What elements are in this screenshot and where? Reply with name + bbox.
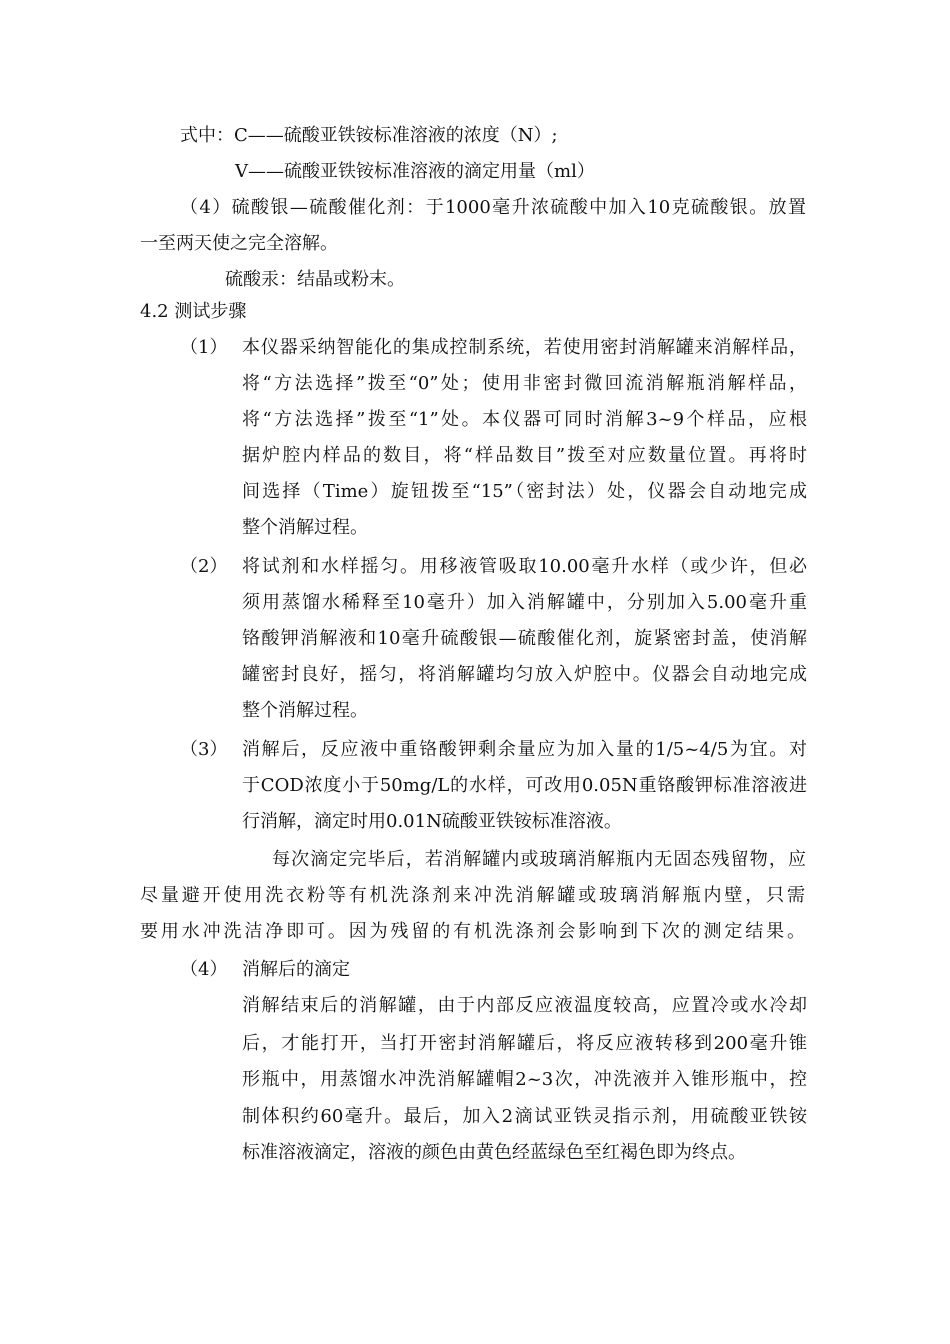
note-line: 每次滴定完毕后，若消解罐内或玻璃消解瓶内无固态残留物，应 bbox=[272, 849, 806, 870]
step-1-number: （1） bbox=[180, 337, 228, 358]
formula-note-volume: V——硫酸亚铁铵标准溶液的滴定用量（ml） bbox=[235, 161, 595, 182]
reagent-4-line-2: 一至两天使之完全溶解。 bbox=[140, 233, 338, 254]
step-2-line: 罐密封良好，摇匀，将消解罐均匀放入炉腔中。仪器会自动地完成 bbox=[242, 664, 807, 685]
note-line: 尽量避开使用洗衣粉等有机洗涤剂来冲洗消解罐或玻璃消解瓶内壁，只需 bbox=[140, 885, 805, 906]
step-1-line: 将“方法选择”拨至“0”处；使用非密封微回流消解瓶消解样品， bbox=[242, 373, 807, 394]
mercury-sulfate-line: 硫酸汞：结晶或粉末。 bbox=[225, 269, 405, 290]
formula-note-concentration: 式中：C——硫酸亚铁铵标准溶液的浓度（N）; bbox=[180, 125, 558, 146]
step-1-line: 将“方法选择”拨至“1”处。本仪器可同时消解3~9个样品，应根 bbox=[242, 409, 807, 430]
step-4-line: 形瓶中，用蒸馏水冲洗消解罐帽2~3次，冲洗液并入锥形瓶中，控 bbox=[242, 1069, 807, 1090]
step-2-number: （2） bbox=[180, 556, 228, 577]
step-4-line: 后，才能打开，当打开密封消解罐后，将反应液转移到200毫升锥 bbox=[242, 1033, 807, 1054]
step-1-line: 间选择（Time）旋钮拨至“15”（密封法）处，仪器会自动地完成 bbox=[242, 481, 807, 502]
step-4-number: （4） bbox=[180, 959, 228, 980]
note-line: 要用水冲洗洁净即可。因为残留的有机洗涤剂会影响到下次的测定结果。 bbox=[140, 921, 805, 942]
step-1-line: 整个消解过程。 bbox=[242, 517, 368, 538]
step-4-line: 标准溶液滴定，溶液的颜色由黄色经蓝绿色至红褐色即为终点。 bbox=[242, 1142, 746, 1163]
step-2-line: 将试剂和水样摇匀。用移液管吸取10.00毫升水样（或少许，但必 bbox=[242, 556, 807, 577]
step-2-line: 整个消解过程。 bbox=[242, 700, 368, 721]
step-1-line: 本仪器采纳智能化的集成控制系统，若使用密封消解罐来消解样品， bbox=[242, 337, 807, 358]
step-4-line: 制体积约60毫升。最后，加入2滴试亚铁灵指示剂，用硫酸亚铁铵 bbox=[242, 1106, 807, 1127]
reagent-4-line-1: （4）硫酸银—硫酸催化剂：于1000毫升浓硫酸中加入10克硫酸银。放置 bbox=[180, 197, 806, 218]
step-4-line: 消解结束后的消解罐，由于内部反应液温度较高，应置冷或水冷却 bbox=[242, 995, 807, 1016]
step-3-line: 行消解，滴定时用0.01N硫酸亚铁铵标准溶液。 bbox=[242, 811, 622, 832]
step-4-title: 消解后的滴定 bbox=[242, 959, 350, 980]
section-heading: 4.2 测试步骤 bbox=[140, 301, 247, 322]
step-2-line: 须用蒸馏水稀释至10毫升）加入消解罐中，分别加入5.00毫升重 bbox=[242, 592, 807, 613]
step-1-line: 据炉腔内样品的数目，将“样品数目”拨至对应数量位置。再将时 bbox=[242, 445, 807, 466]
step-3-line: 消解后，反应液中重铬酸钾剩余量应为加入量的1/5~4/5为宜。对 bbox=[242, 739, 807, 760]
step-3-number: （3） bbox=[180, 739, 228, 760]
step-3-line: 于COD浓度小于50mg/L的水样，可改用0.05N重铬酸钾标准溶液进 bbox=[242, 775, 807, 796]
step-2-line: 铬酸钾消解液和10毫升硫酸银—硫酸催化剂，旋紧密封盖，使消解 bbox=[242, 628, 807, 649]
